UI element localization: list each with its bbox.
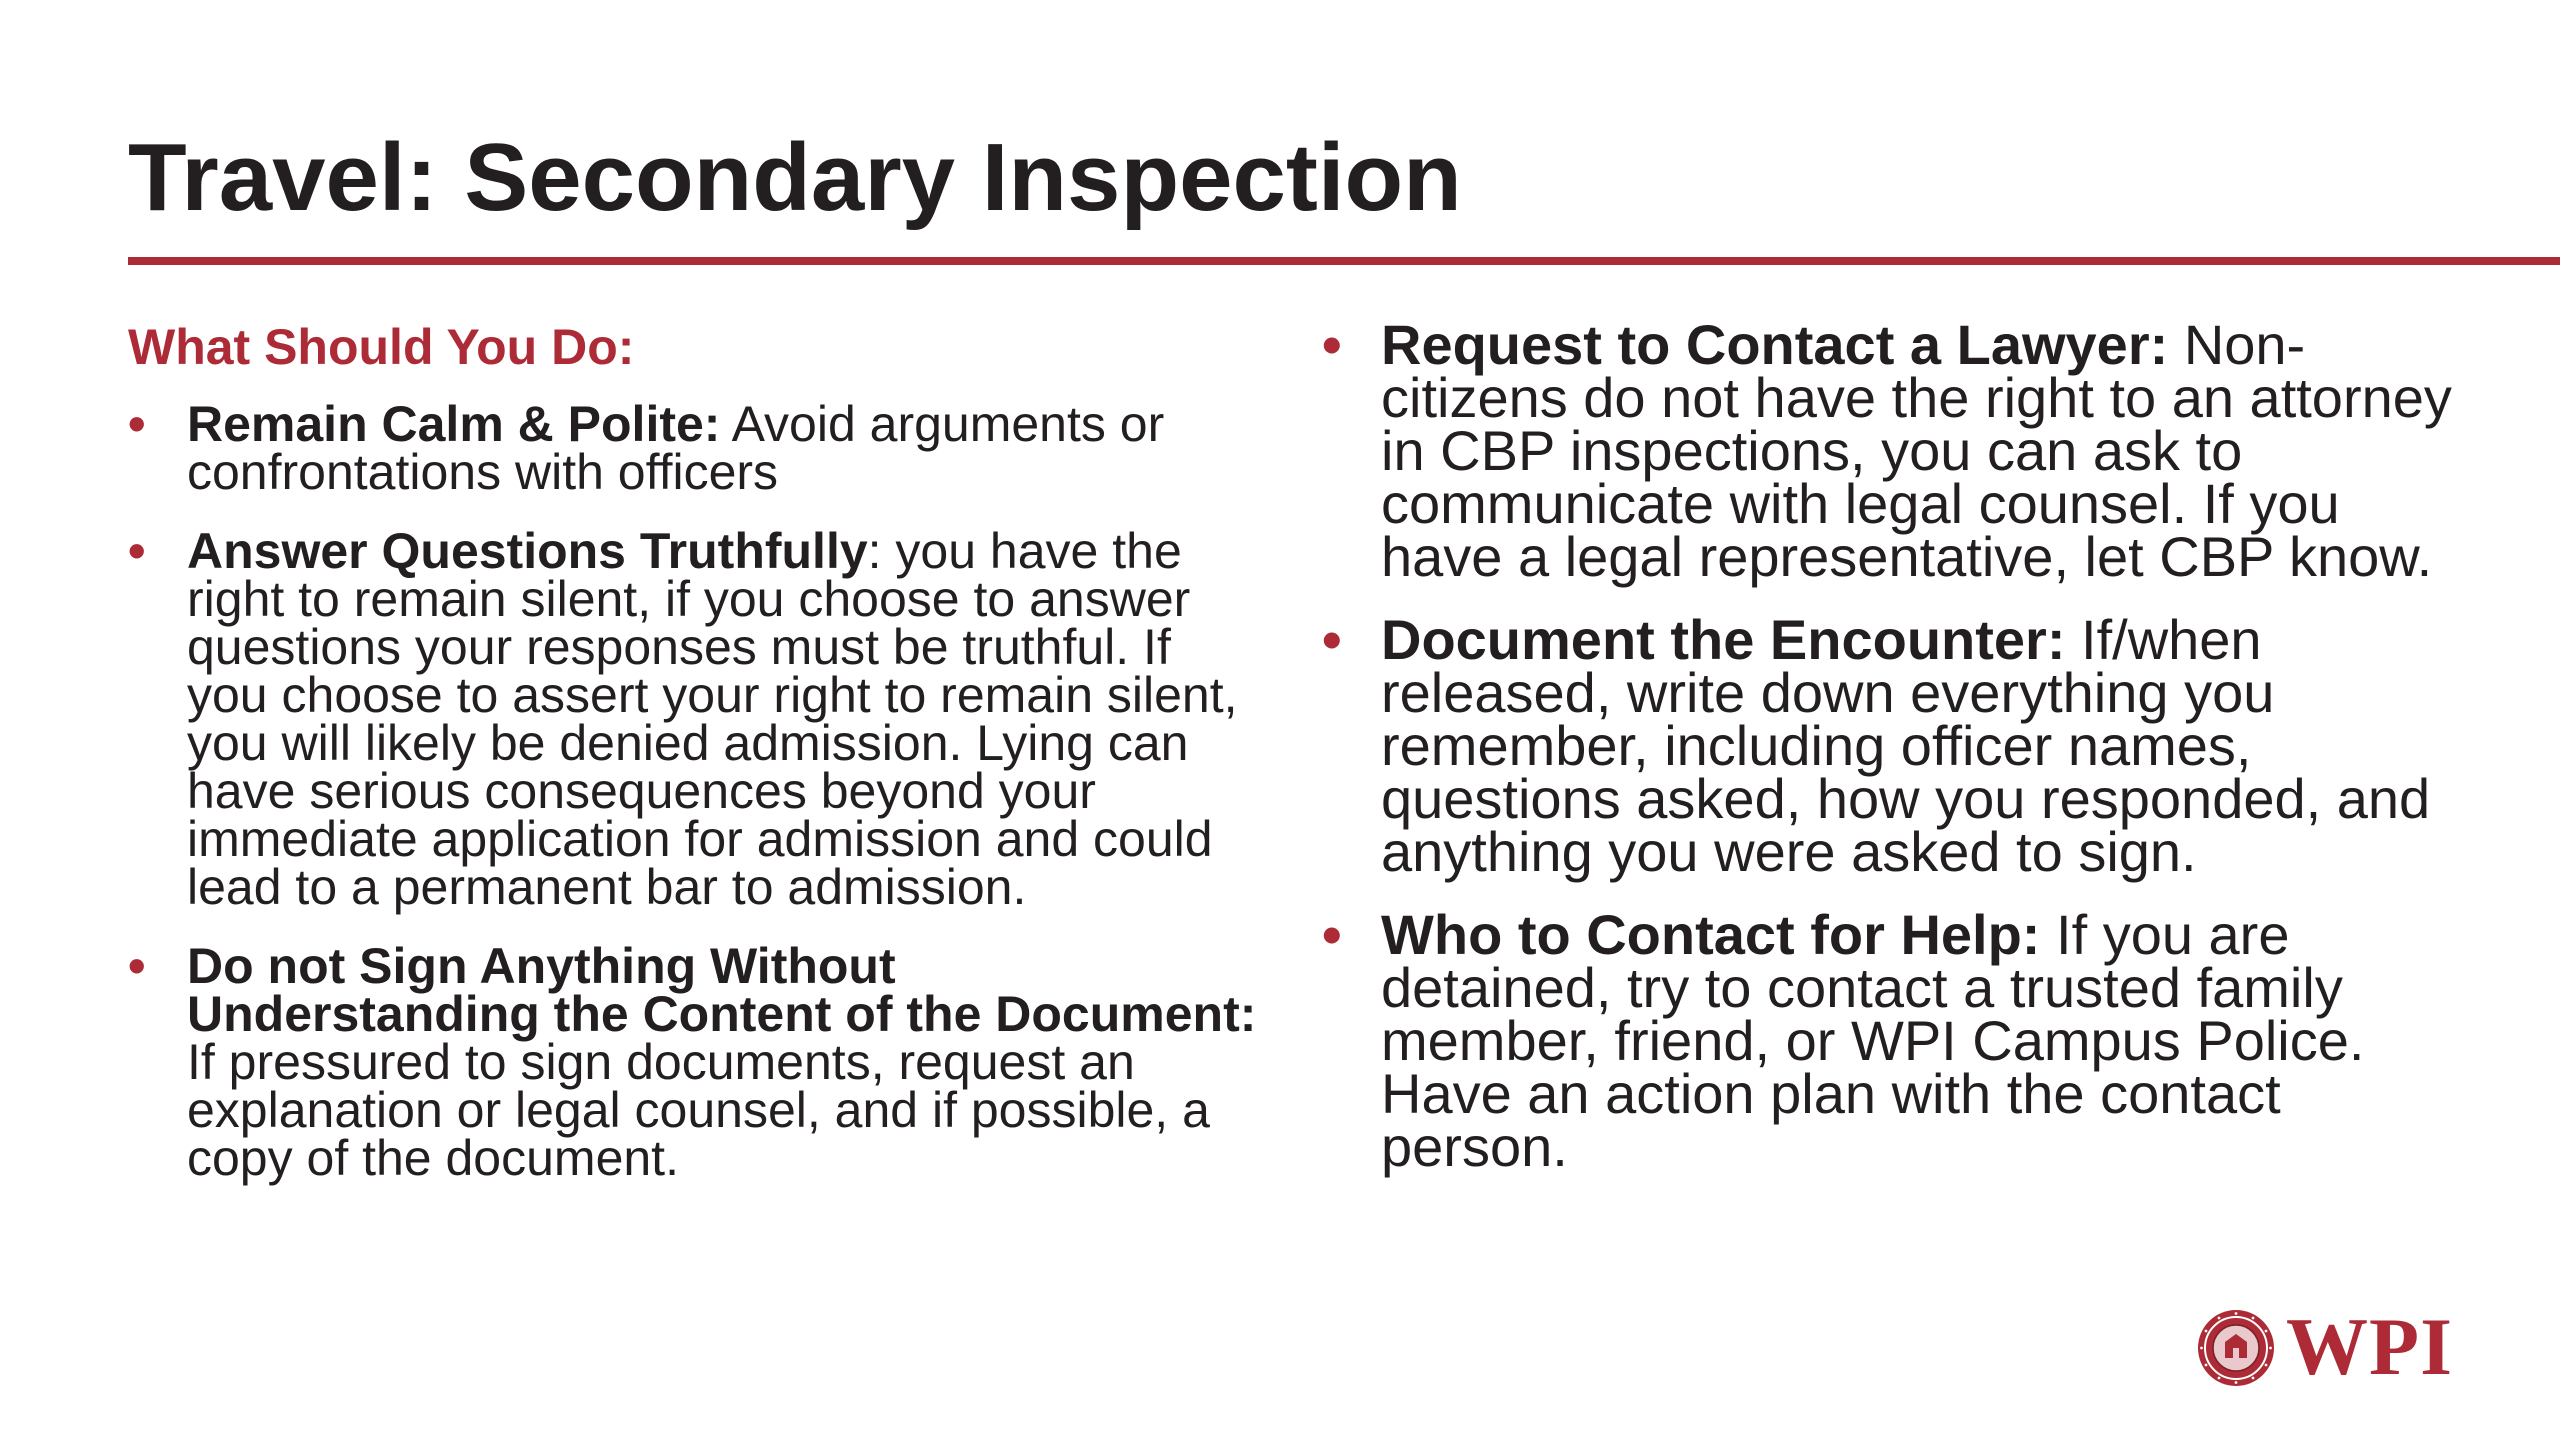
right-bullet-list [1322,313,2472,1178]
bullet-text: Non-citizens do not have the right to an attorney in CBP inspections, you can ask to communicate with legal counsel. If you have a legal representative, let CBP know. [1381,313,2452,588]
bullet-lead: Who to Contact for Help: [1381,903,2041,966]
bullet-text: Avoid arguments or confrontations with officers [187,396,1165,500]
bullet-text: If/when released, write down everything you remember, including officer names, questions asked, how you responded, and anything you were asked to sign. [1381,608,2431,883]
bullet-icon: • [1322,903,1342,966]
bullet-lead: Request to Contact a Lawyer: [1381,313,2169,376]
bullet-text: If pressured to sign documents, request an explanation or legal counsel, and if possible, a copy of the document. [187,1034,1210,1186]
left-column [128,316,1258,1213]
left-bullet-list [128,396,1258,1186]
university-seal-icon [2196,1308,2276,1388]
bullet-item-remain-calm [128,396,1258,500]
bullet-item-do-not-sign [128,938,1258,1186]
bullet-item-document-encounter [1322,608,2472,883]
bullet-lead: Document the Encounter: [1381,608,2066,671]
bullet-lead: Do not Sign Anything Without Understanding the Content of the Document: [187,938,1257,1042]
bullet-icon: • [128,938,146,994]
bullet-icon: • [1322,608,1342,671]
title-divider [128,257,2560,265]
slide-title: Travel: Secondary Inspection [128,124,1462,231]
wpi-logo [2192,1301,2453,1392]
bullet-icon: • [1322,313,1342,376]
bullet-icon: • [128,523,146,579]
right-column [1322,313,2472,1203]
bullet-text: : you have the right to remain silent, if you choose to answer questions your responses must be truthful. If you choose to assert your right to remain silent, you will likely be denied admission. Lying can have serious consequences beyond your immediate application for admission and could lead to a permanent bar to admission. [187,523,1238,915]
bullet-item-contact-lawyer [1322,313,2472,588]
bullet-text: If you are detained, try to contact a trusted family member, friend, or WPI Campus Police. Have an action plan with the contact person. [1381,903,2365,1178]
logo-wordmark: WPI [2286,1301,2453,1392]
bullet-icon: • [128,396,146,452]
bullet-item-answer-truthfully [128,523,1258,915]
bullet-item-contact-help [1322,903,2472,1178]
section-subheading: What Should You Do: [128,319,635,375]
bullet-lead: Remain Calm & Polite: [187,396,721,452]
bullet-lead: Answer Questions Truthfully [187,523,868,579]
